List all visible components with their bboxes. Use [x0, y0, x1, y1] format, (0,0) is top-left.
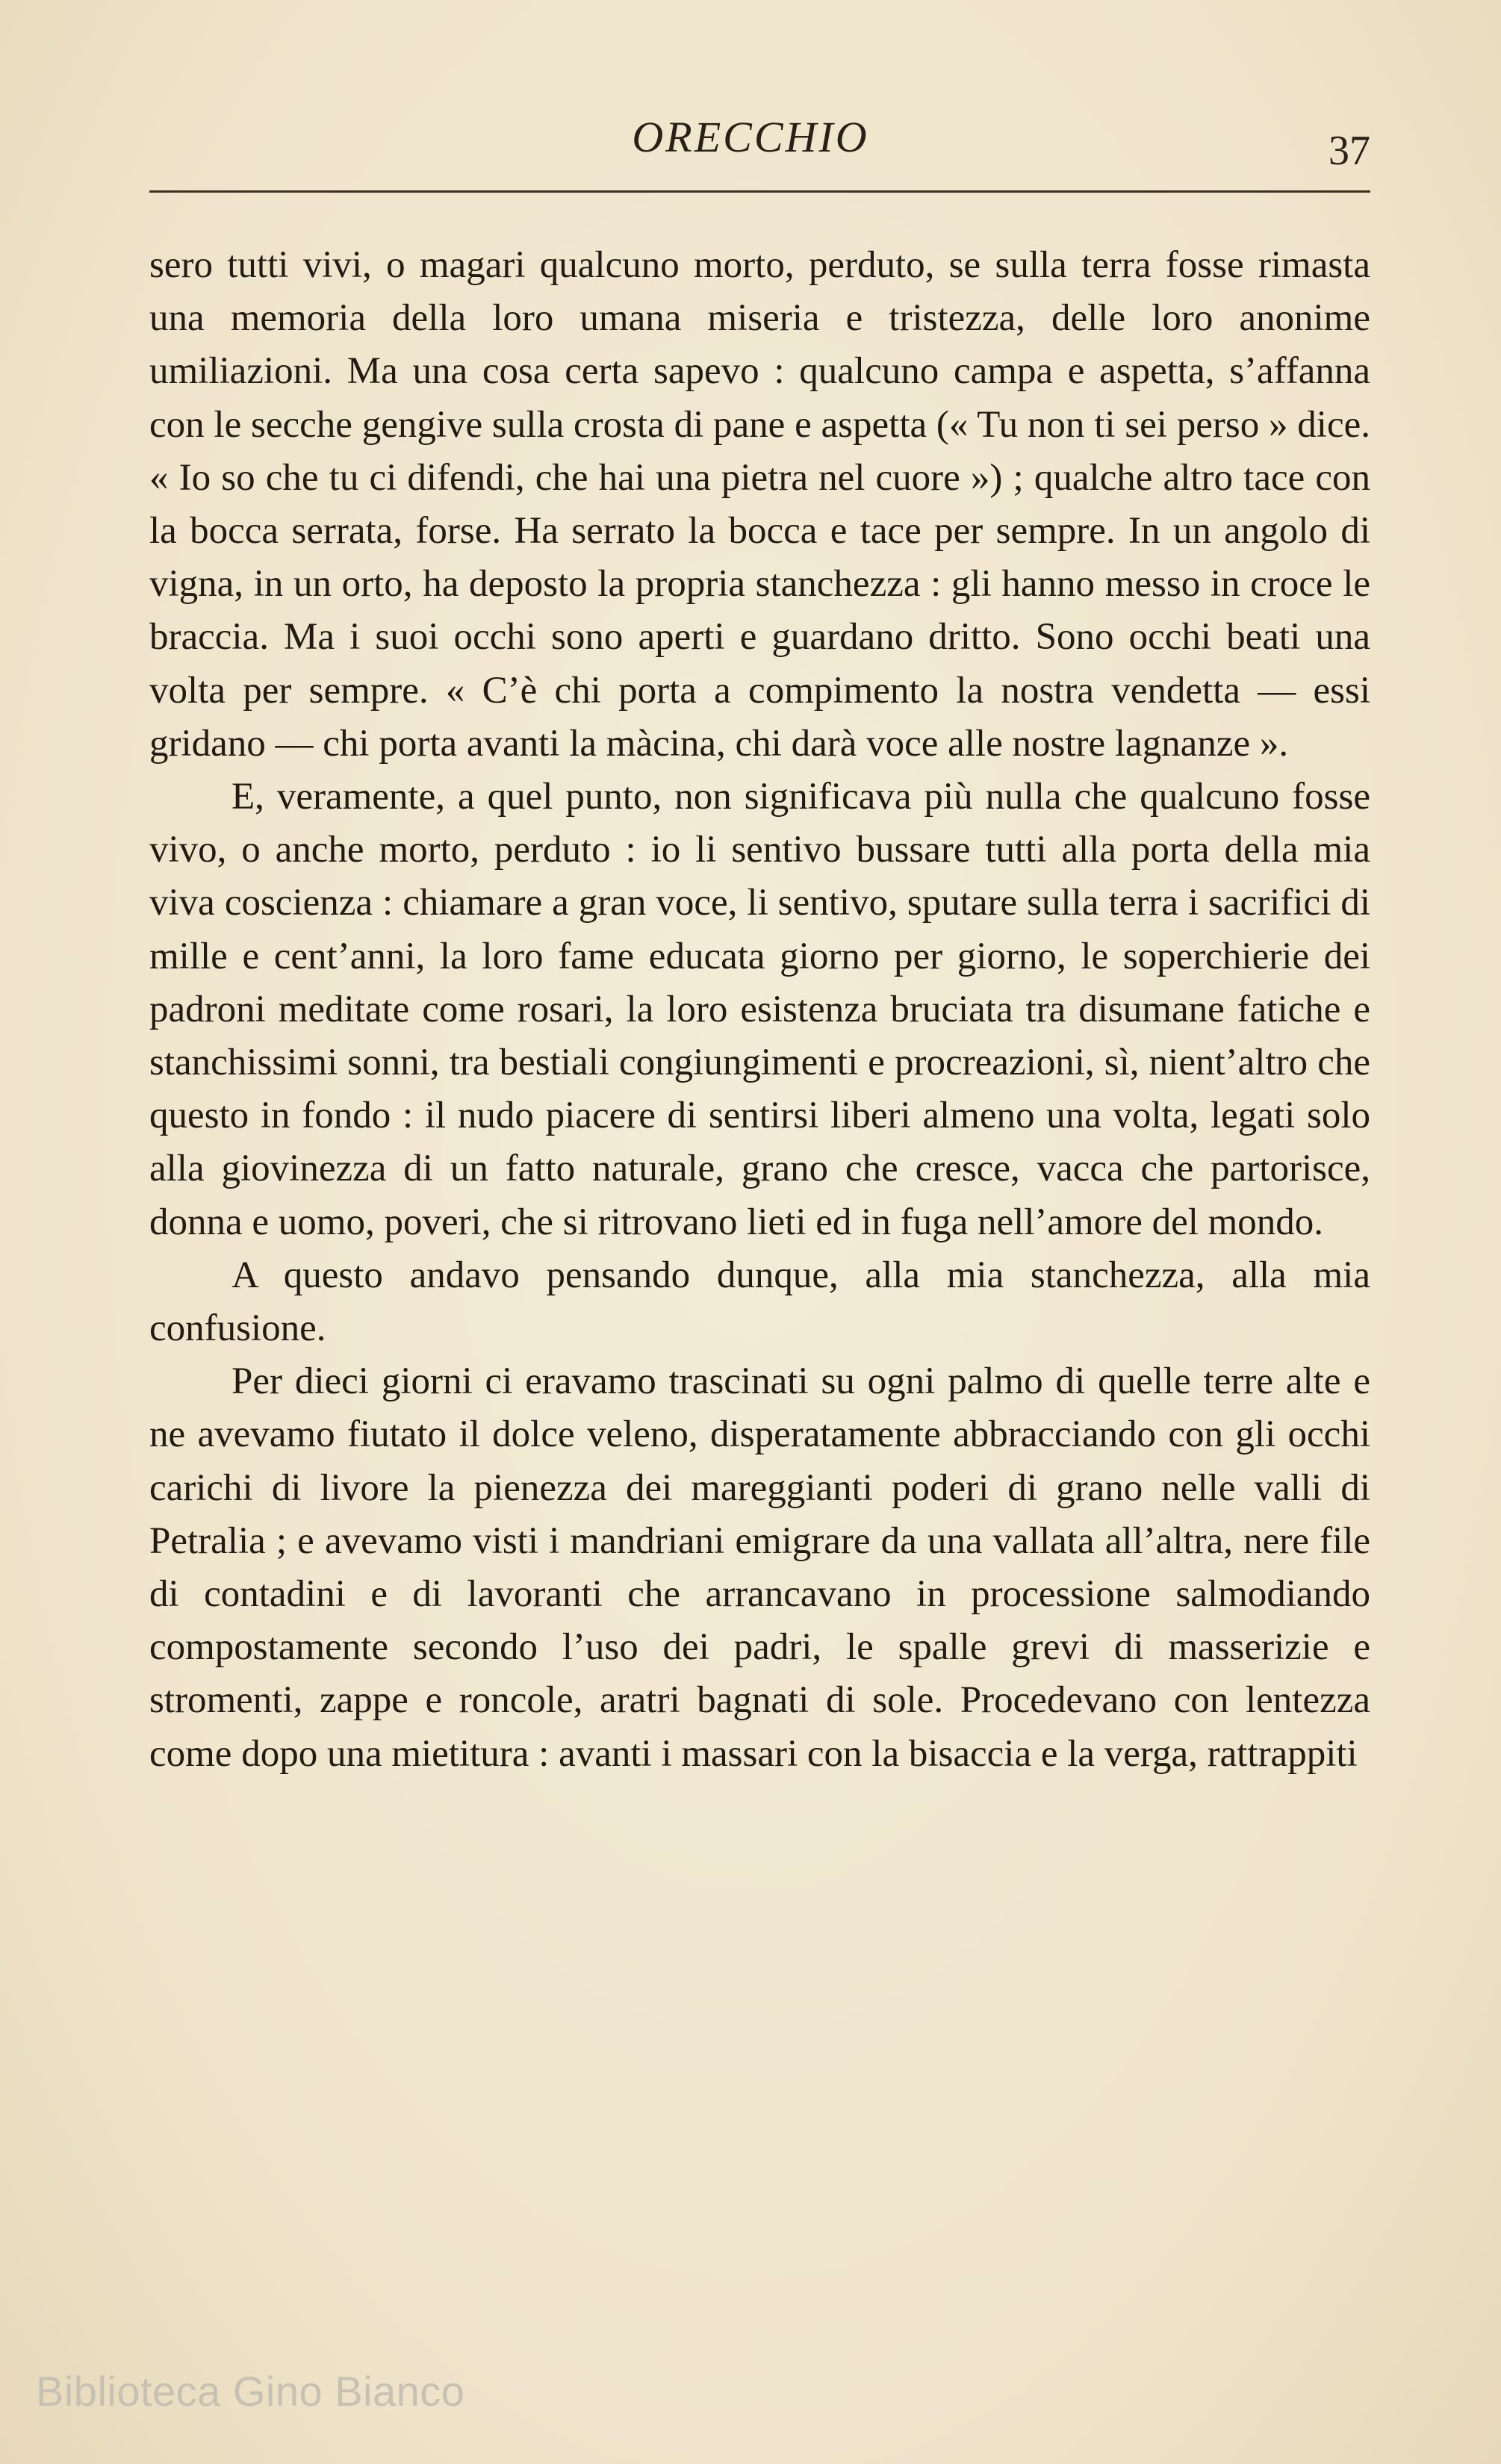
header-rule	[149, 190, 1370, 193]
paragraph: A questo andavo pensando dunque, alla mia stanchezza, alla mia confusione.	[149, 1254, 1370, 1350]
paragraph: Per dieci giorni ci eravamo trascinati su ogni palmo di quelle terre alte e ne avevamo fiutato il dolce veleno, disperatamente abbracciando con gli occhi carichi di livore la pienezza dei mareggianti poderi di grano nelle valli di Petralia ; e avevamo visti i mandriani emigrare da una vallata all’altra, nere file di contadini e di lavoranti che arrancavano in processione salmodiando compostamente secondo l’uso dei padri, le spalle grevi di masserizie e stromenti, zappe e roncole, aratri bagnati di sole. Procedevano con lentezza come dopo una mietitura : avanti i massari con la bisaccia e la verga, rattrappiti	[149, 1360, 1370, 1775]
body-text	[149, 239, 1370, 1781]
running-head	[0, 112, 1501, 172]
paragraph: E, veramente, a quel punto, non significava più nulla che qualcuno fosse vivo, o anche morto, perduto : io li sentivo bussare tutti alla porta della mia viva coscienza : chiamare a gran voce, li sentivo, sputare sulla terra i sacrifici di mille e cent’anni, la loro fame educata giorno per giorno, le soperchierie dei padroni meditate come rosari, la loro esistenza bruciata tra disumane fatiche e stanchissimi sonni, tra bestiali congiungimenti e procreazioni, sì, nient’altro che questo in fondo : il nudo piacere di sentirsi liberi almeno una volta, legati solo alla giovinezza di un fatto naturale, grano che cresce, vacca che partorisce, donna e uomo, poveri, che si ritrovano lieti ed in fuga nell’amore del mondo.	[149, 776, 1370, 1243]
library-watermark: Biblioteca Gino Bianco	[36, 2368, 465, 2415]
paragraph: sero tutti vivi, o magari qualcuno morto, perduto, se sulla terra fosse rimasta una memoria della loro umana miseria e tristezza, delle loro anonime umiliazioni. Ma una cosa certa sapevo : qualcuno campa e aspetta, s’affanna con le secche gengive sulla crosta di pane e aspetta (« Tu non ti sei perso » dice. « Io so che tu ci difendi, che hai una pietra nel cuore ») ; qualche altro tace con la bocca serrata, forse. Ha serrato la bocca e tace per sempre. In un angolo di vigna, in un orto, ha deposto la propria stanchezza : gli hanno messo in croce le braccia. Ma i suoi occhi sono aperti e guardano dritto. Sono occhi beati una volta per sempre. « C’è chi porta a compimento la nostra vendetta — essi gridano — chi porta avanti la màcina, chi darà voce alle nostre lagnanze ».	[149, 244, 1370, 765]
page-number: 37	[1328, 128, 1370, 174]
running-title: ORECCHIO	[632, 113, 869, 161]
